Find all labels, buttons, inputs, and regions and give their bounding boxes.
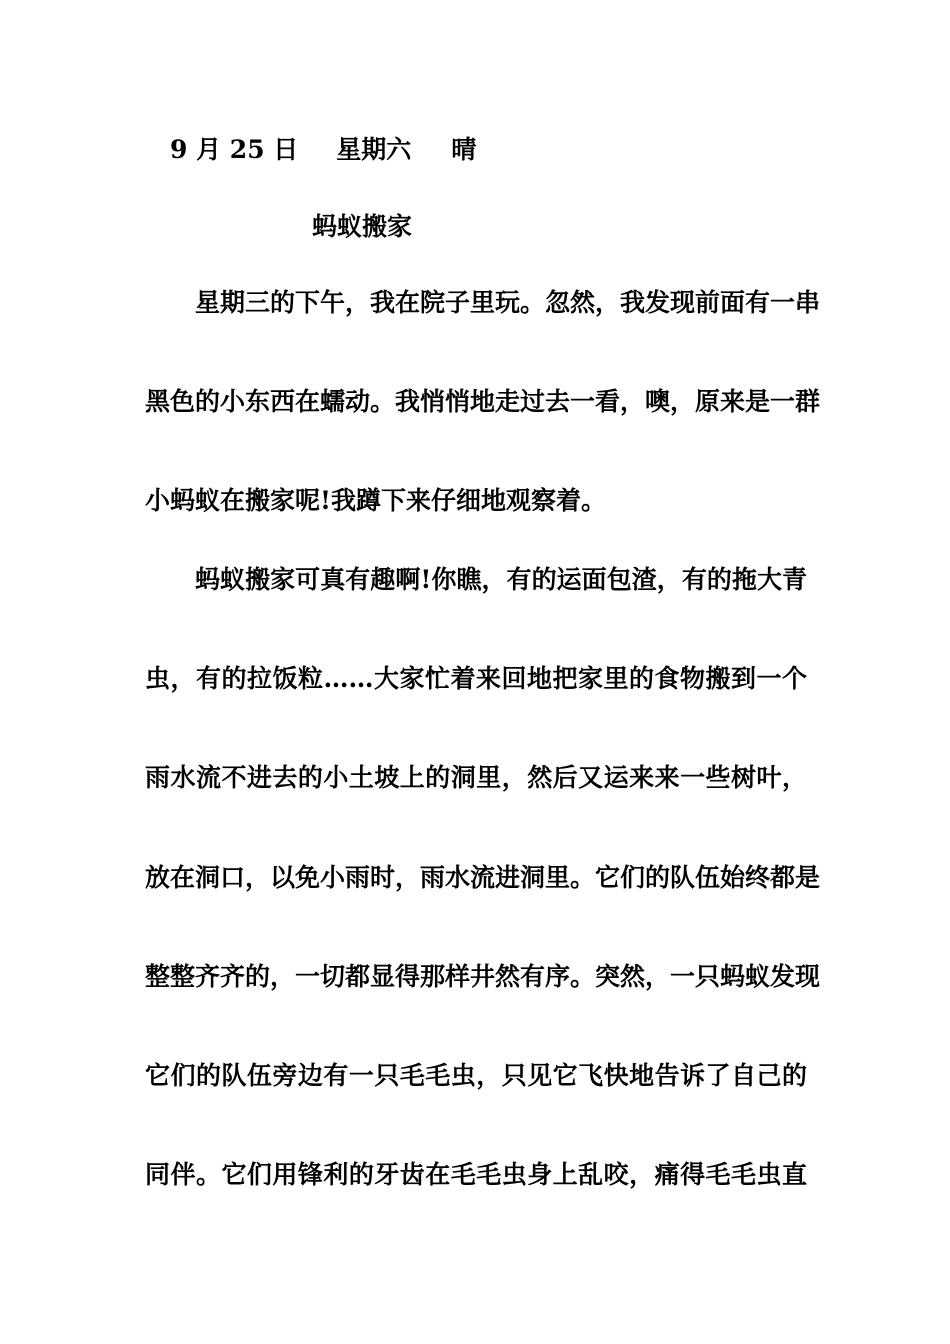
text-line: 虫，有的拉饭粒……大家忙着来回地把家里的食物搬到一个 bbox=[145, 664, 807, 693]
text-line: 雨水流不进去的小土坡上的洞里，然后又运来来一些树叶， bbox=[145, 763, 807, 792]
diary-weather: 晴 bbox=[451, 135, 477, 164]
text-line: 整整齐齐的，一切都显得那样井然有序。突然，一只蚂蚁发现 bbox=[145, 962, 821, 991]
text-line: 蚂蚁搬家可真有趣啊!你瞧，有的运面包渣，有的拖大青 bbox=[195, 565, 807, 594]
text-line: 放在洞口，以免小雨时，雨水流进洞里。它们的队伍始终都是 bbox=[145, 863, 821, 892]
diary-weekday: 星期六 bbox=[336, 135, 412, 164]
text-line: 同伴。它们用锋利的牙齿在毛毛虫身上乱咬，痛得毛毛虫直 bbox=[145, 1160, 807, 1189]
text-line: 星期三的下午，我在院子里玩。忽然，我发现前面有一串 bbox=[195, 288, 821, 317]
essay-title: 蚂蚁搬家 bbox=[312, 212, 413, 241]
diary-date: 9 月 25 日 bbox=[170, 135, 299, 164]
text-line: 小蚂蚁在搬家呢!我蹲下来仔细地观察着。 bbox=[145, 486, 606, 515]
text-line: 黑色的小东西在蠕动。我悄悄地走过去一看，噢，原来是一群 bbox=[145, 387, 821, 416]
text-line: 它们的队伍旁边有一只毛毛虫，只见它飞快地告诉了自己的 bbox=[145, 1061, 807, 1090]
diary-header bbox=[170, 130, 476, 170]
